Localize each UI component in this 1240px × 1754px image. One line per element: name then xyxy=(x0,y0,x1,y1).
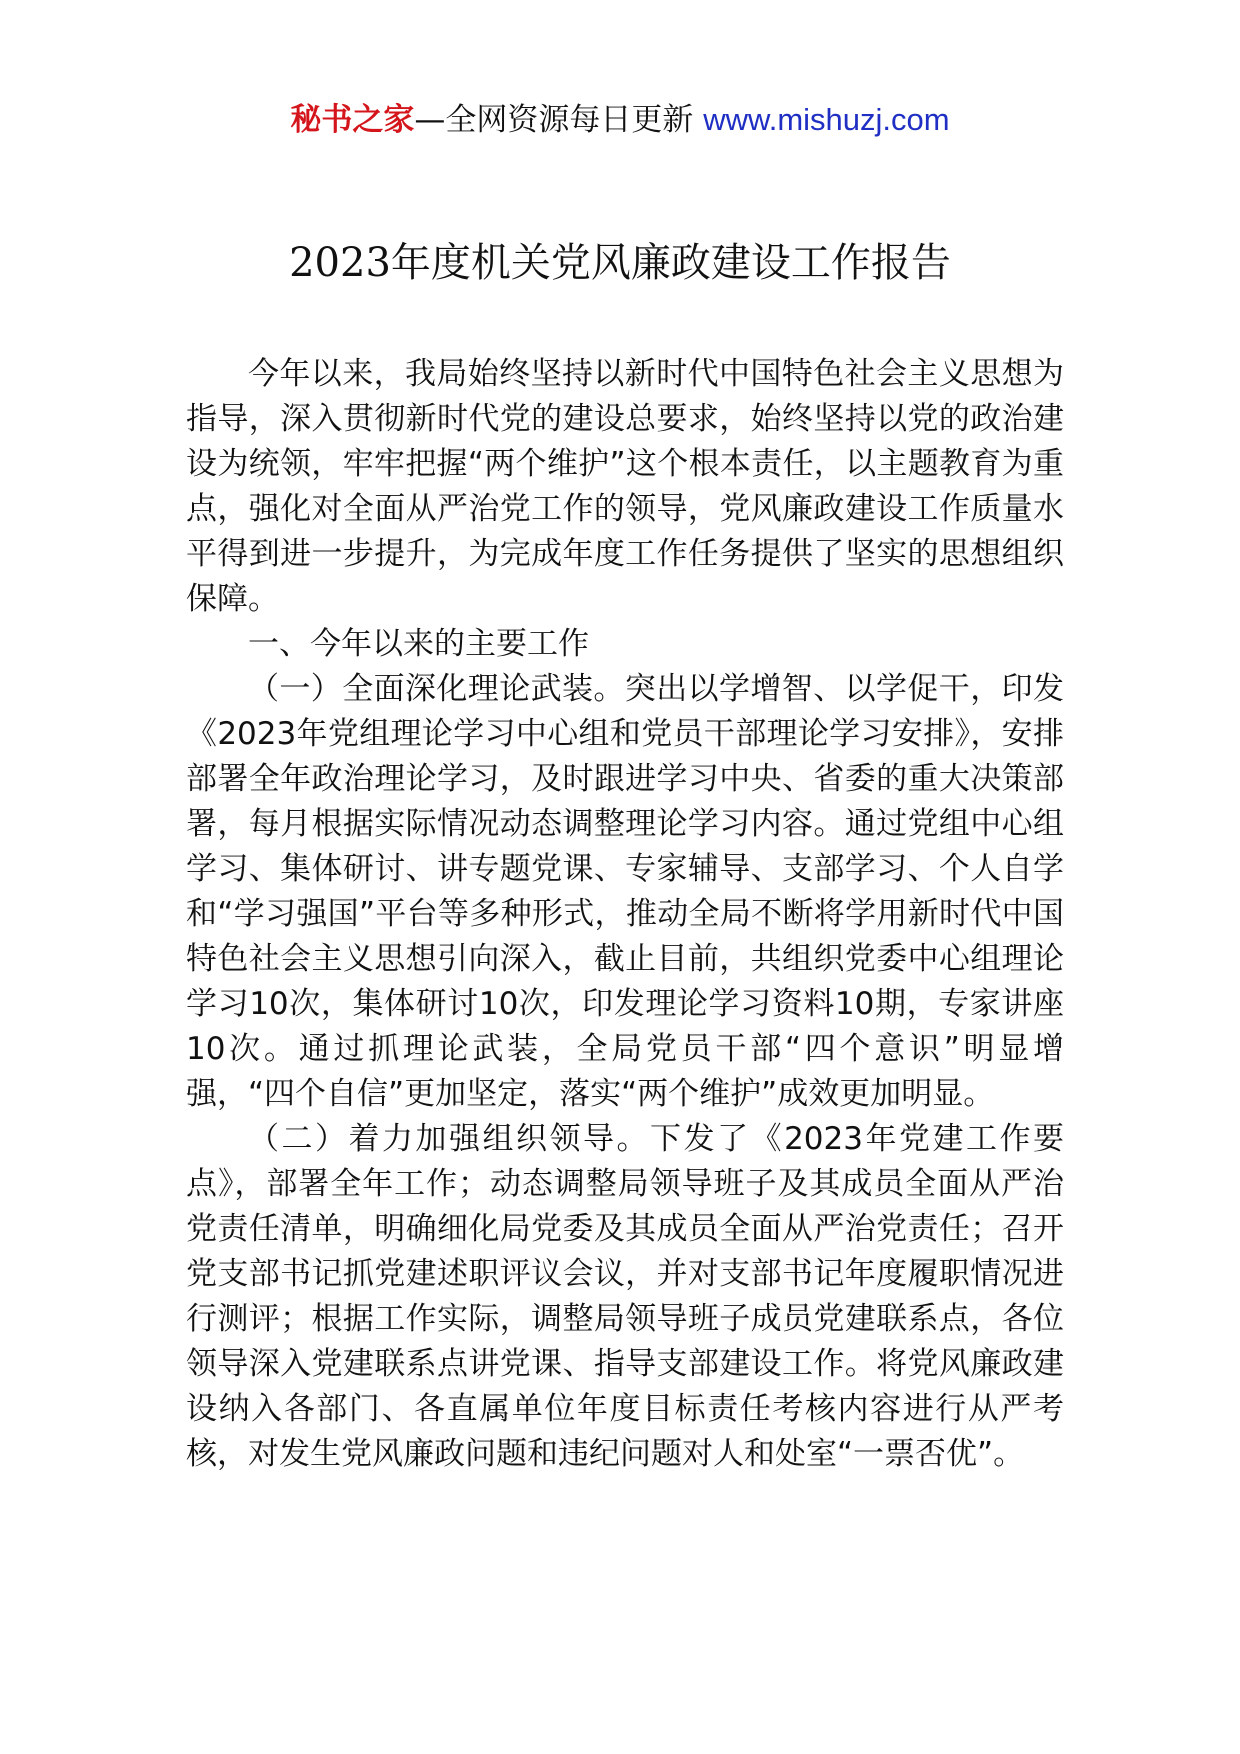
body-paragraph: （一）全面深化理论武装。突出以学增智、以学促干，印发《2023年党组理论学习中心组和党员干部理论学习安排》，安排部署全年政治理论学习，及时跟进学习中央、省委的重大决策部署，每月根据实际情况动态调整理论学习内容。通过党组中心组学习、集体研讨、讲专题党课、专家辅导、支部学习、个人自学和“学习强国”平台等多种形式，推动全局不断将学用新时代中国特色社会主义思想引向深入，截止目前，共组织党委中心组理论学习10次，集体研讨10次，印发理论学习资料10期，专家讲座10次。通过抓理论武装，全局党员干部“四个意识”明显增强，“四个自信”更加坚定，落实“两个维护”成效更加明显。 xyxy=(186,671,1064,1112)
section-heading: 一、今年以来的主要工作 xyxy=(248,626,589,662)
body-paragraph: （二）着力加强组织领导。下发了《2023年党建工作要点》，部署全年工作；动态调整局领导班子及其成员全面从严治党责任清单，明确细化局党委及其成员全面从严治党责任；召开党支部书记抓党建述职评议会议，并对支部书记年度履职情况进行测评；根据工作实际，调整局领导班子成员党建联系点，各位领导深入党建联系点讲党课、指导支部建设工作。将党风廉政建设纳入各部门、各直属单位年度目标责任考核内容进行从严考核，对发生党风廉政问题和违纪问题对人和处室“一票否优”。 xyxy=(186,1121,1064,1472)
document-title: 2023年度机关党风廉政建设工作报告 xyxy=(289,240,951,286)
site-url[interactable]: www.mishuzj.com xyxy=(703,102,950,137)
site-tagline: —全网资源每日更新 xyxy=(414,102,694,138)
site-brand: 秘书之家 xyxy=(290,102,415,138)
site-header xyxy=(0,100,1240,140)
document-body xyxy=(186,352,1064,1477)
intro-paragraph: 今年以来，我局始终坚持以新时代中国特色社会主义思想为指导，深入贯彻新时代党的建设总要求，始终坚持以党的政治建设为统领，牢牢把握“两个维护”这个根本责任，以主题教育为重点，强化对全面从严治党工作的领导，党风廉政建设工作质量水平得到进一步提升，为完成年度工作任务提供了坚实的思想组织保障。 xyxy=(186,356,1064,617)
